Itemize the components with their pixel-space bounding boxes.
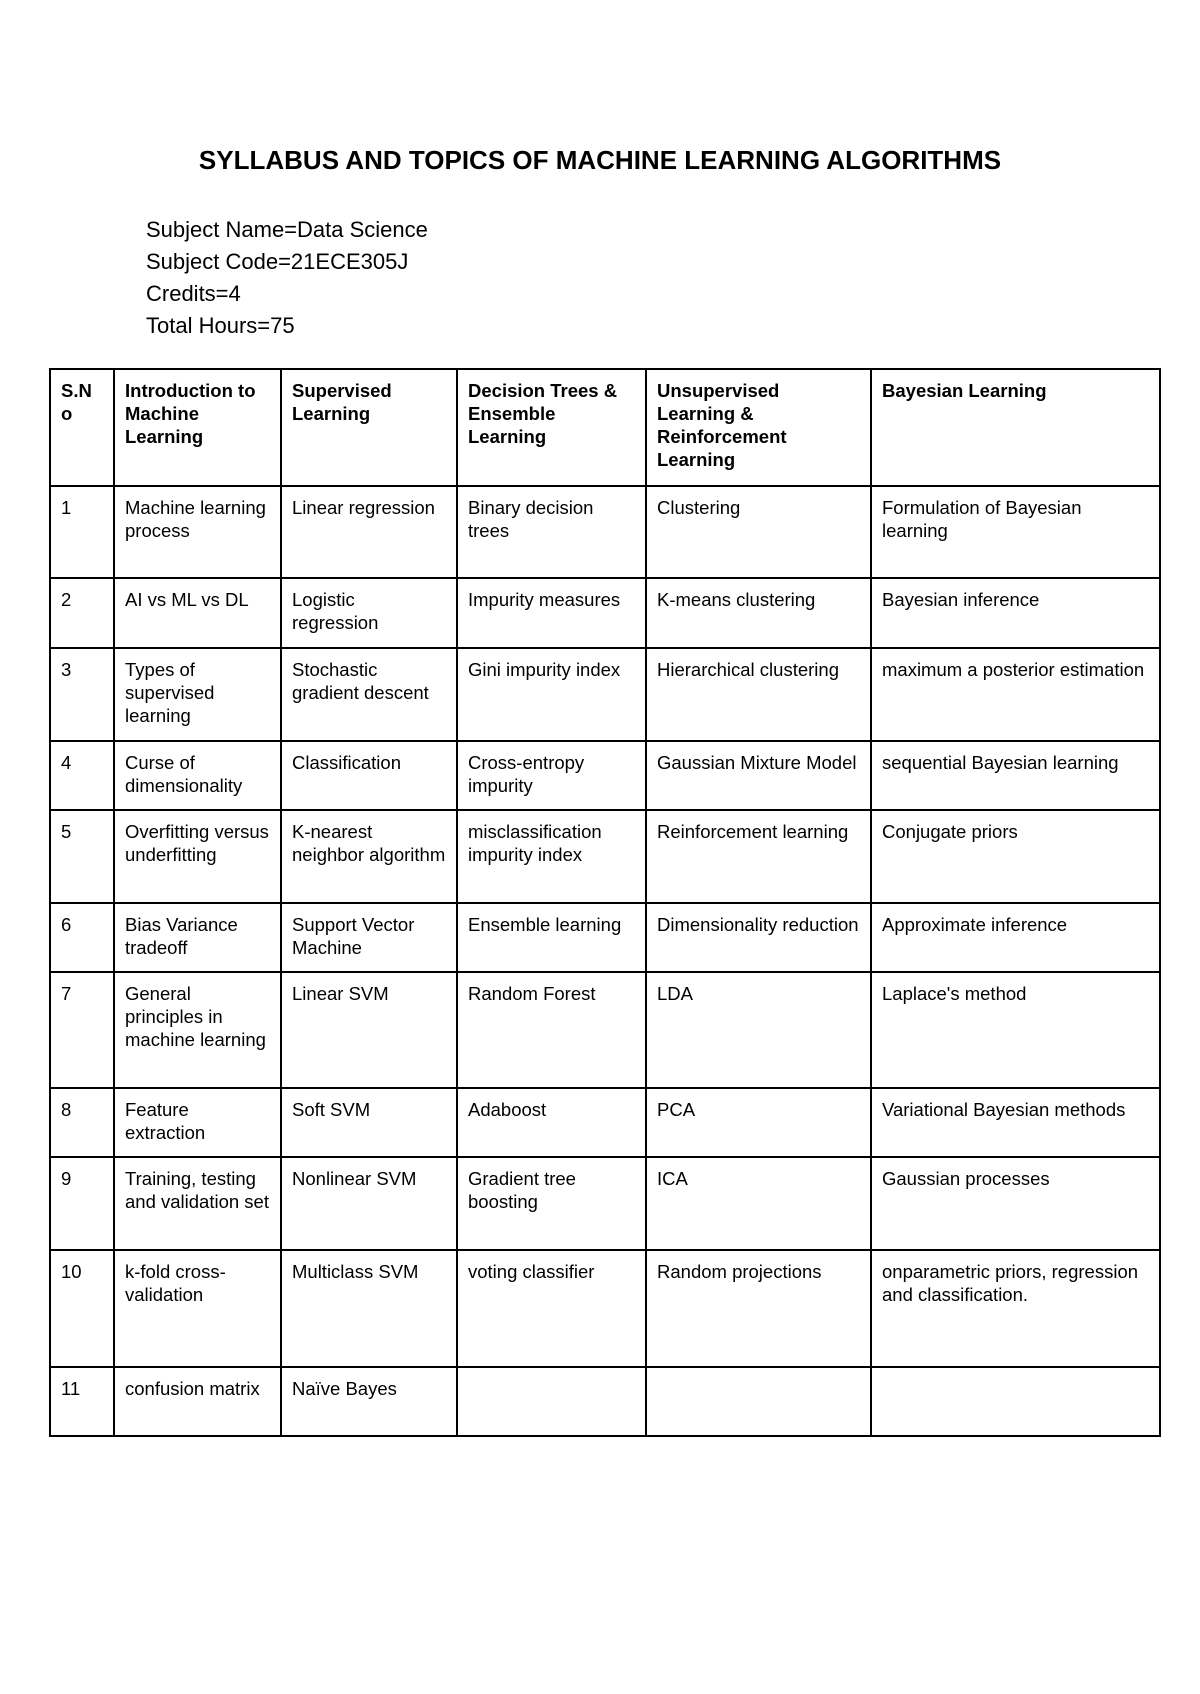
table-cell: Cross-entropy impurity xyxy=(457,741,646,810)
table-cell: onparametric priors, regression and classification. xyxy=(871,1250,1160,1367)
subject-info xyxy=(146,214,428,342)
table-cell: 6 xyxy=(50,903,114,972)
table-cell: Dimensionality reduction xyxy=(646,903,871,972)
document-title: SYLLABUS AND TOPICS OF MACHINE LEARNING ALGORITHMS xyxy=(198,145,1002,175)
table-cell: Overfitting versus underfitting xyxy=(114,810,281,903)
table-cell: Classification xyxy=(281,741,457,810)
table-cell: Soft SVM xyxy=(281,1088,457,1157)
table-cell: Stochastic gradient descent xyxy=(281,648,457,741)
table-cell: Naïve Bayes xyxy=(281,1367,457,1436)
table-cell: 4 xyxy=(50,741,114,810)
table-cell: Machine learning process xyxy=(114,486,281,578)
table-row xyxy=(50,903,1160,972)
table-cell: Gini impurity index xyxy=(457,648,646,741)
table-cell: Gaussian Mixture Model xyxy=(646,741,871,810)
subject-code: Subject Code=21ECE305J xyxy=(146,249,409,274)
table-cell: Training, testing and validation set xyxy=(114,1157,281,1250)
table-cell: Curse of dimensionality xyxy=(114,741,281,810)
header-unsupervised: Unsupervised Learning & Reinforcement Learning xyxy=(646,369,871,486)
header-sno: S.N o xyxy=(50,369,114,486)
table-row xyxy=(50,648,1160,741)
table-cell: 11 xyxy=(50,1367,114,1436)
table-row xyxy=(50,1250,1160,1367)
table-cell: PCA xyxy=(646,1088,871,1157)
table-cell: Laplace's method xyxy=(871,972,1160,1088)
table-row xyxy=(50,1367,1160,1436)
table-cell xyxy=(871,1367,1160,1436)
header-bayesian: Bayesian Learning xyxy=(871,369,1160,486)
table-cell: Hierarchical clustering xyxy=(646,648,871,741)
table-cell: 2 xyxy=(50,578,114,648)
table-cell xyxy=(457,1367,646,1436)
table-cell xyxy=(646,1367,871,1436)
header-introduction: Introduction to Machine Learning xyxy=(114,369,281,486)
table-cell: ICA xyxy=(646,1157,871,1250)
table-cell: k-fold cross-validation xyxy=(114,1250,281,1367)
table-cell: Variational Bayesian methods xyxy=(871,1088,1160,1157)
table-cell: Linear SVM xyxy=(281,972,457,1088)
table-cell: Random projections xyxy=(646,1250,871,1367)
table-cell: Ensemble learning xyxy=(457,903,646,972)
table-cell: 10 xyxy=(50,1250,114,1367)
table-cell: 3 xyxy=(50,648,114,741)
table-row xyxy=(50,810,1160,903)
table-row xyxy=(50,972,1160,1088)
syllabus-table xyxy=(49,368,1161,1437)
table-row xyxy=(50,741,1160,810)
total-hours: Total Hours=75 xyxy=(146,313,295,338)
table-cell: Adaboost xyxy=(457,1088,646,1157)
table-cell: LDA xyxy=(646,972,871,1088)
table-cell: Bias Variance tradeoff xyxy=(114,903,281,972)
header-decision-trees: Decision Trees & Ensemble Learning xyxy=(457,369,646,486)
table-cell: voting classifier xyxy=(457,1250,646,1367)
table-cell: Logistic regression xyxy=(281,578,457,648)
subject-name: Subject Name=Data Science xyxy=(146,217,428,242)
table-cell: Impurity measures xyxy=(457,578,646,648)
table-row xyxy=(50,1157,1160,1250)
table-cell: 7 xyxy=(50,972,114,1088)
table-cell: Clustering xyxy=(646,486,871,578)
table-cell: Conjugate priors xyxy=(871,810,1160,903)
table-cell: Reinforcement learning xyxy=(646,810,871,903)
table-cell: 9 xyxy=(50,1157,114,1250)
table-cell: Formulation of Bayesian learning xyxy=(871,486,1160,578)
table-cell: Bayesian inference xyxy=(871,578,1160,648)
table-cell: Types of supervised learning xyxy=(114,648,281,741)
table-cell: General principles in machine learning xyxy=(114,972,281,1088)
table-cell: Binary decision trees xyxy=(457,486,646,578)
table-cell: misclassification impurity index xyxy=(457,810,646,903)
table-row xyxy=(50,486,1160,578)
table-cell: confusion matrix xyxy=(114,1367,281,1436)
table-cell: sequential Bayesian learning xyxy=(871,741,1160,810)
table-row xyxy=(50,578,1160,648)
table-cell: Gaussian processes xyxy=(871,1157,1160,1250)
header-supervised: Supervised Learning xyxy=(281,369,457,486)
table-cell: Nonlinear SVM xyxy=(281,1157,457,1250)
table-cell: Gradient tree boosting xyxy=(457,1157,646,1250)
credits: Credits=4 xyxy=(146,281,241,306)
table-header-row xyxy=(50,369,1160,486)
table-cell: Support Vector Machine xyxy=(281,903,457,972)
table-cell: K-nearest neighbor algorithm xyxy=(281,810,457,903)
table-cell: AI vs ML vs DL xyxy=(114,578,281,648)
table-cell: Linear regression xyxy=(281,486,457,578)
table-cell: Feature extraction xyxy=(114,1088,281,1157)
table-cell: maximum a posterior estimation xyxy=(871,648,1160,741)
table-cell: Random Forest xyxy=(457,972,646,1088)
table-cell: 8 xyxy=(50,1088,114,1157)
table-cell: 1 xyxy=(50,486,114,578)
table-cell: K-means clustering xyxy=(646,578,871,648)
table-cell: 5 xyxy=(50,810,114,903)
table-cell: Approximate inference xyxy=(871,903,1160,972)
table-cell: Multiclass SVM xyxy=(281,1250,457,1367)
table-row xyxy=(50,1088,1160,1157)
